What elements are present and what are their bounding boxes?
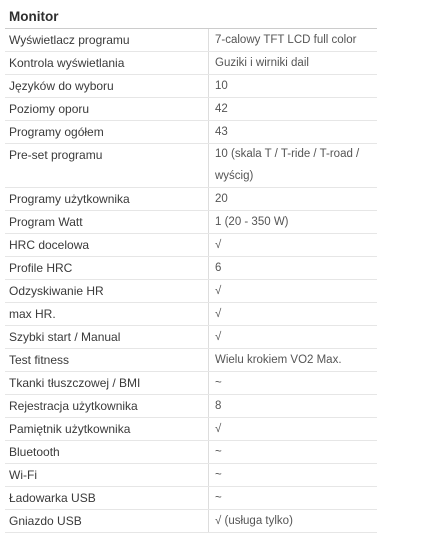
table-row bbox=[5, 303, 377, 326]
row-value: √ bbox=[215, 285, 222, 297]
row-label: Szybki start / Manual bbox=[5, 326, 209, 348]
spec-table bbox=[5, 6, 377, 533]
table-row bbox=[5, 441, 377, 464]
row-value: 6 bbox=[215, 262, 222, 274]
table-row bbox=[5, 75, 377, 98]
row-value: √ bbox=[215, 423, 222, 435]
row-label: Gniazdo USB bbox=[5, 510, 209, 532]
row-label: Odzyskiwanie HR bbox=[5, 280, 209, 302]
table-row bbox=[5, 464, 377, 487]
row-label: Program Watt bbox=[5, 211, 209, 233]
row-label: Ładowarka USB bbox=[5, 487, 209, 509]
row-label: Kontrola wyświetlania bbox=[5, 52, 209, 74]
row-value: √ bbox=[215, 239, 222, 251]
row-value: Guziki i wirniki dail bbox=[215, 57, 309, 69]
row-value: ~ bbox=[215, 446, 222, 458]
section-title: Monitor bbox=[9, 9, 59, 24]
row-label: Bluetooth bbox=[5, 441, 209, 463]
row-label: Języków do wyboru bbox=[5, 75, 209, 97]
table-row bbox=[5, 121, 377, 144]
row-label: Programy ogółem bbox=[5, 121, 209, 143]
row-label: Tkanki tłuszczowej / BMI bbox=[5, 372, 209, 394]
row-label: Test fitness bbox=[5, 349, 209, 371]
table-row bbox=[5, 257, 377, 280]
row-label: Poziomy oporu bbox=[5, 98, 209, 120]
row-value: 10 bbox=[215, 80, 228, 92]
row-label: max HR. bbox=[5, 303, 209, 325]
table-row bbox=[5, 280, 377, 303]
row-label: Profile HRC bbox=[5, 257, 209, 279]
table-row bbox=[5, 144, 377, 188]
row-label: Programy użytkownika bbox=[5, 188, 209, 210]
row-label: Wi-Fi bbox=[5, 464, 209, 486]
row-value: 43 bbox=[215, 126, 228, 138]
table-row bbox=[5, 395, 377, 418]
table-row bbox=[5, 188, 377, 211]
table-row bbox=[5, 372, 377, 395]
row-label: Rejestracja użytkownika bbox=[5, 395, 209, 417]
row-value: ~ bbox=[215, 492, 222, 504]
row-value: √ bbox=[215, 331, 222, 343]
table-row bbox=[5, 487, 377, 510]
table-row bbox=[5, 52, 377, 75]
row-value: 42 bbox=[215, 103, 228, 115]
row-label: Pre-set programu bbox=[5, 144, 209, 187]
row-value: √ (usługa tylko) bbox=[215, 515, 293, 527]
row-value: Wielu krokiem VO2 Max. bbox=[215, 354, 342, 366]
table-row bbox=[5, 234, 377, 257]
row-value: 10 (skala T / T-ride / T-road / wyścig) bbox=[215, 148, 360, 182]
section-header bbox=[5, 6, 377, 29]
row-value: 20 bbox=[215, 193, 228, 205]
row-label: Pamiętnik użytkownika bbox=[5, 418, 209, 440]
row-value: 7-calowy TFT LCD full color bbox=[215, 34, 357, 46]
row-value: ~ bbox=[215, 469, 222, 481]
row-value: 1 (20 - 350 W) bbox=[215, 216, 289, 228]
row-label: Wyświetlacz programu bbox=[5, 29, 209, 51]
table-row bbox=[5, 349, 377, 372]
table-row bbox=[5, 98, 377, 121]
row-value: ~ bbox=[215, 377, 222, 389]
table-row bbox=[5, 326, 377, 349]
row-value: 8 bbox=[215, 400, 222, 412]
row-label: HRC docelowa bbox=[5, 234, 209, 256]
table-row bbox=[5, 418, 377, 441]
table-row bbox=[5, 211, 377, 234]
row-value: √ bbox=[215, 308, 222, 320]
table-row bbox=[5, 29, 377, 52]
